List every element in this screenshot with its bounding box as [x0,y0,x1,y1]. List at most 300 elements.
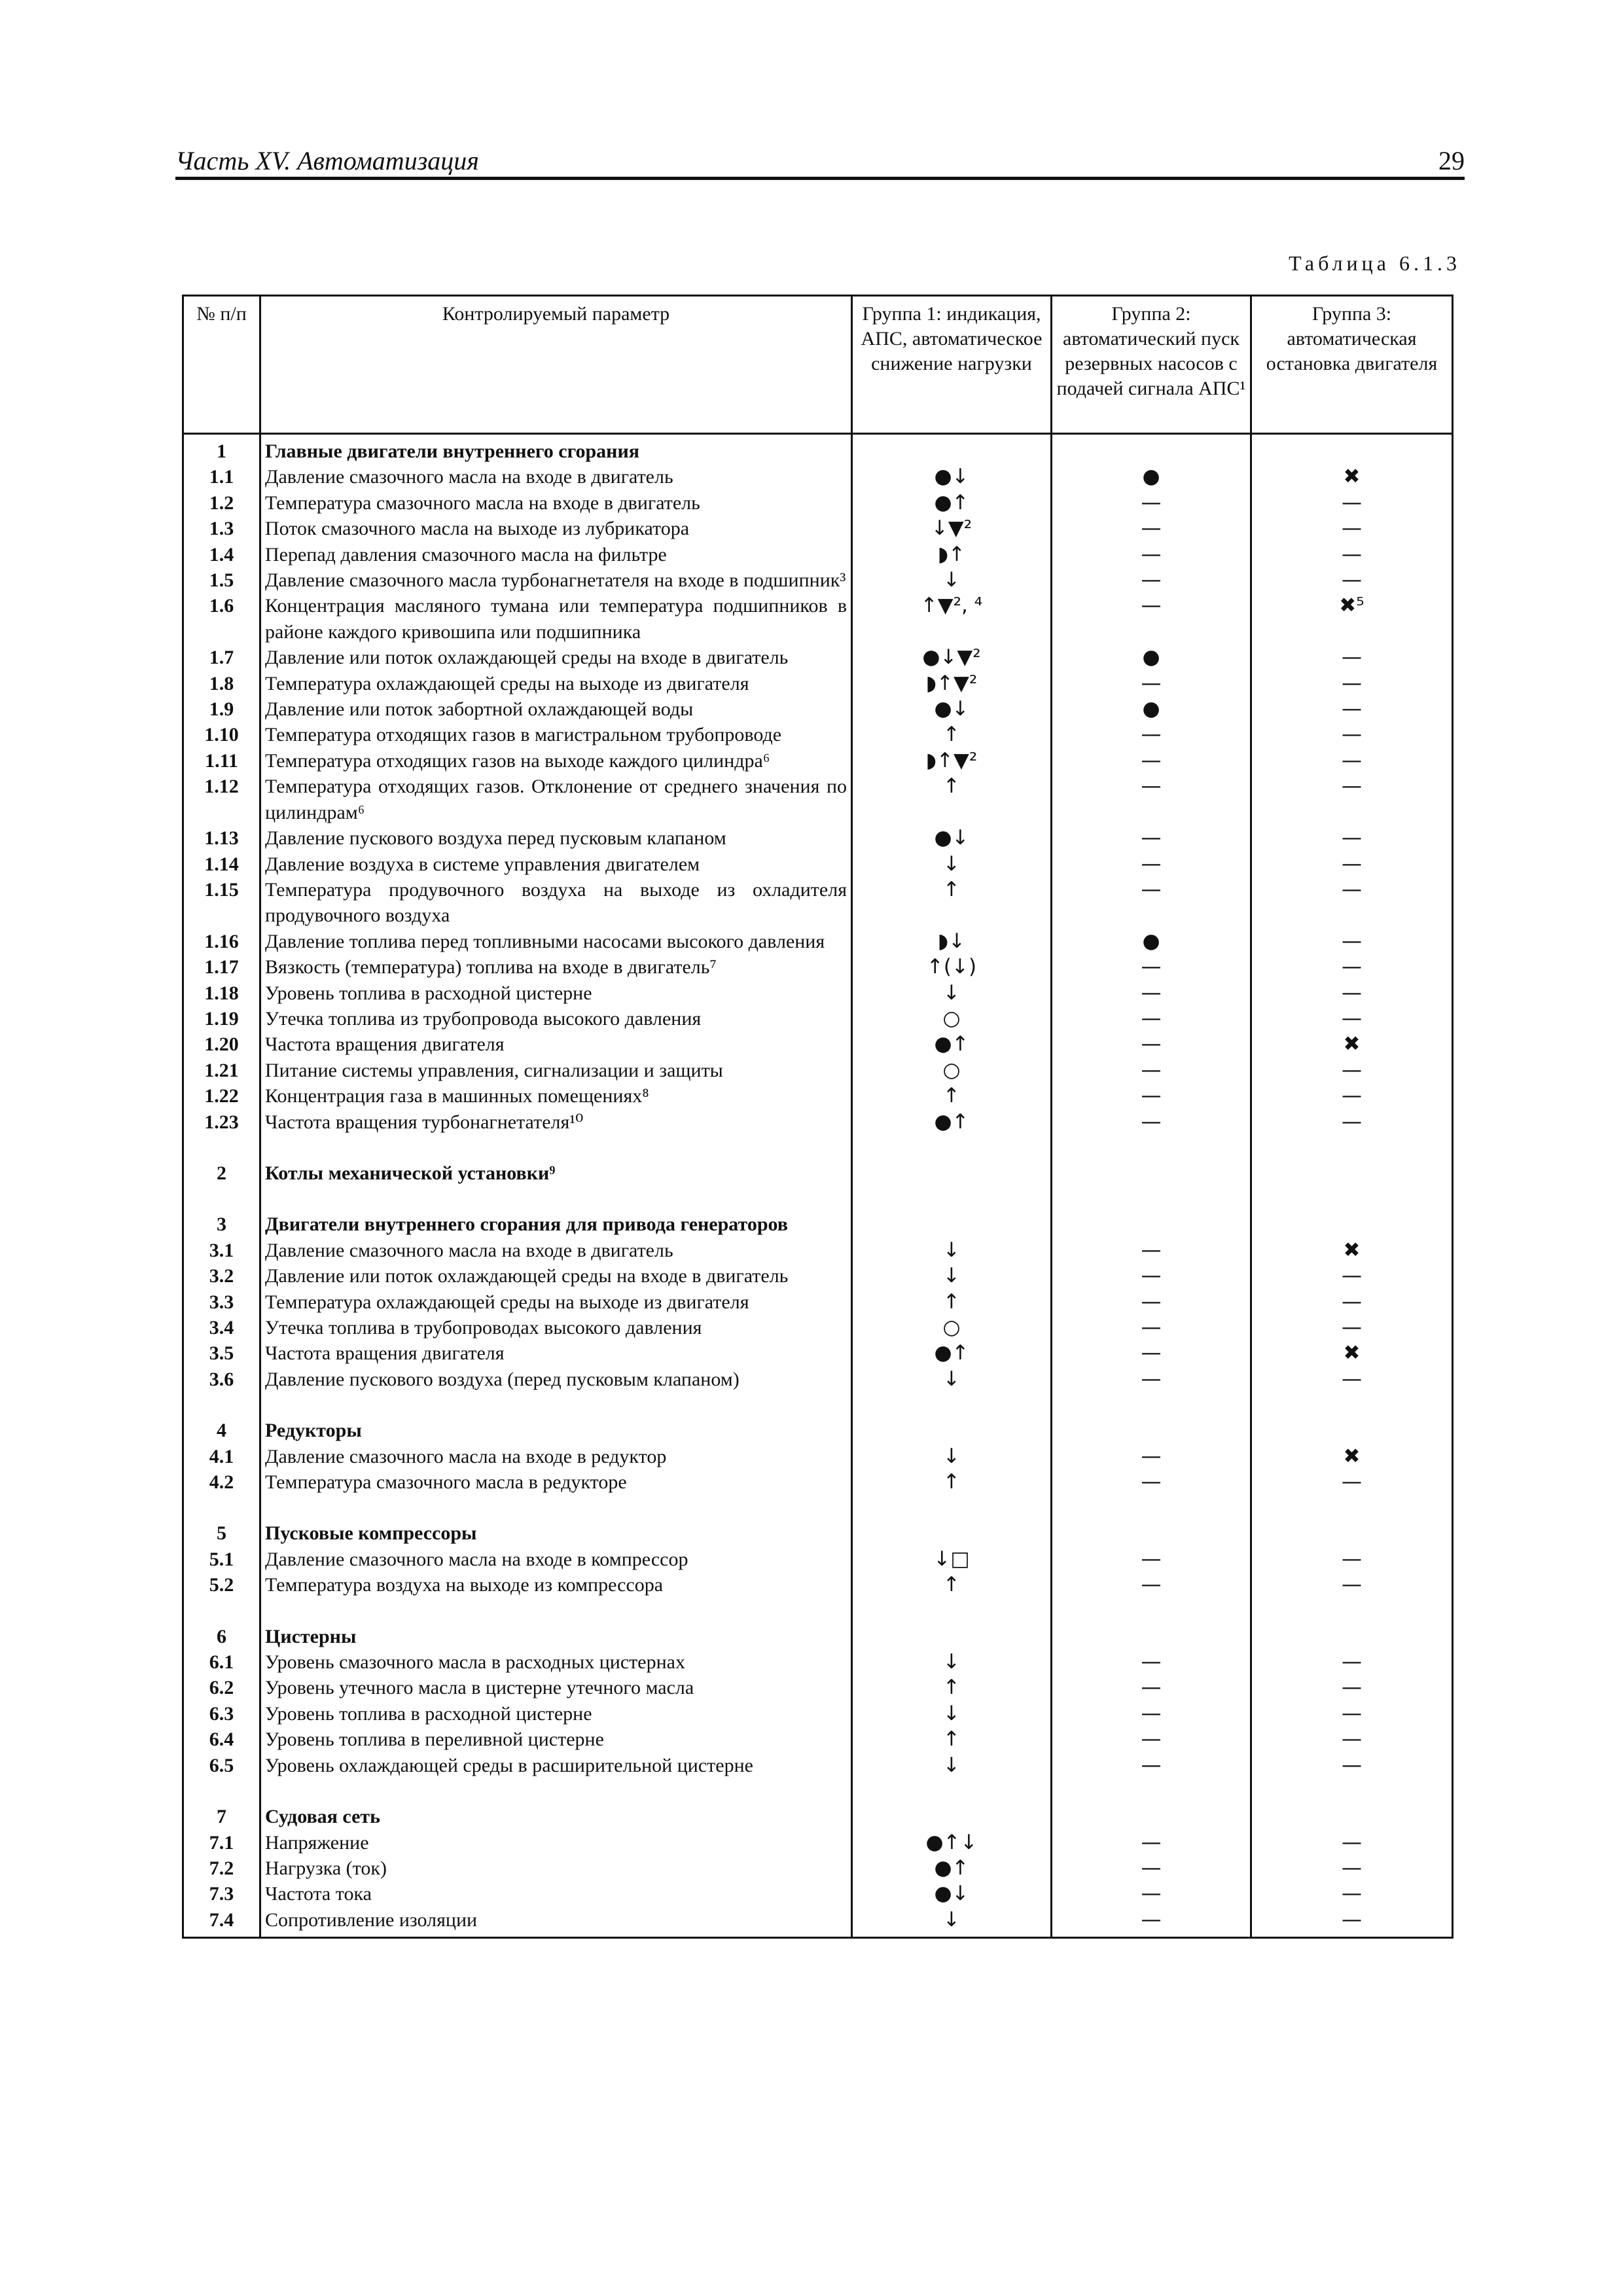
row-number: 6 [183,1624,260,1649]
row-number: 1.14 [183,852,260,877]
row-group1: ↑ [852,1469,1052,1495]
table-row [183,1881,1453,1907]
row-number: 7.3 [183,1881,260,1907]
spacer-cell [260,1186,852,1211]
row-group2: — [1052,1006,1251,1031]
row-group2 [1052,1520,1251,1546]
row-group3: — [1251,954,1453,980]
row-parameter: Двигатели внутреннего сгорания для привода генераторов [260,1211,852,1237]
row-parameter: Поток смазочного масла на выходе из лубрикатора [260,516,852,541]
table-row [183,542,1453,567]
section-row [183,434,1453,465]
row-number: 7.2 [183,1856,260,1881]
row-group1: ↓ [852,1907,1052,1938]
spacer-cell [183,1495,260,1520]
table-row [183,722,1453,747]
row-group1: ↓ [852,1263,1052,1289]
row-number: 6.4 [183,1727,260,1752]
row-group1 [852,1418,1052,1443]
row-parameter: Давление смазочного масла на входе в двигатель [260,464,852,490]
row-group3 [1251,1418,1453,1443]
row-parameter: Утечка топлива в трубопроводах высокого давления [260,1315,852,1340]
section-row [183,1211,1453,1237]
row-group2: — [1052,1444,1251,1469]
row-parameter: Давление смазочного масла на входе в редуктор [260,1444,852,1469]
row-group1: ◗↑ [852,542,1052,567]
row-number: 3.4 [183,1315,260,1340]
row-group1: ↑ [852,1289,1052,1315]
table-row [183,593,1453,645]
row-number: 1.23 [183,1109,260,1135]
row-group3: — [1251,671,1453,696]
page-number: 29 [1438,146,1465,175]
table-row [183,1907,1453,1938]
row-group2: — [1052,1881,1251,1907]
row-group1: ↑ [852,1727,1052,1752]
spacer-cell [1251,1495,1453,1520]
row-group1: ↑ [852,1675,1052,1700]
table-row [183,516,1453,541]
table-row [183,671,1453,696]
row-parameter: Температура смазочного масла в редукторе [260,1469,852,1495]
row-group3: — [1251,1881,1453,1907]
row-group2: — [1052,542,1251,567]
row-group1: ↓▼² [852,516,1052,541]
section-row [183,1520,1453,1546]
row-group3: — [1251,1675,1453,1700]
row-group2: — [1052,1031,1251,1057]
row-group1: ●↓▼² [852,645,1052,670]
row-group1 [852,434,1052,465]
table-row [183,1727,1453,1752]
row-number: 4.1 [183,1444,260,1469]
row-group3 [1251,1520,1453,1546]
row-parameter: Пусковые компрессоры [260,1520,852,1546]
section-row [183,1624,1453,1649]
row-group2: — [1052,1263,1251,1289]
table-row [183,1289,1453,1315]
table-row [183,1572,1453,1598]
row-group2: ● [1052,696,1251,722]
row-group1: ●↑ [852,1856,1052,1881]
spacer-cell [260,1392,852,1418]
row-number: 1.4 [183,542,260,567]
table-row [183,825,1453,851]
table-row [183,1469,1453,1495]
row-group3: — [1251,1469,1453,1495]
row-group1: ↓ [852,980,1052,1006]
row-number: 1.16 [183,929,260,954]
row-group3: — [1251,1572,1453,1598]
row-parameter: Котлы механической установки⁹ [260,1160,852,1186]
table-row [183,1263,1453,1289]
row-group2: — [1052,1572,1251,1598]
row-group1: ●↓ [852,825,1052,851]
row-number: 3.5 [183,1340,260,1366]
table-spacer-row [183,1598,1453,1624]
table-row [183,1083,1453,1109]
row-group2: — [1052,1830,1251,1856]
row-group2: — [1052,1058,1251,1083]
row-number: 6.5 [183,1753,260,1778]
row-group3: ✖ [1251,1031,1453,1057]
row-group2 [1052,1160,1251,1186]
row-group2: — [1052,1675,1251,1700]
row-number: 1.5 [183,567,260,593]
row-parameter: Уровень утечного масла в цистерне утечного масла [260,1675,852,1700]
row-parameter: Утечка топлива из трубопровода высокого давления [260,1006,852,1031]
row-group1: ●↓ [852,464,1052,490]
row-parameter: Питание системы управления, сигнализации и защиты [260,1058,852,1083]
row-group1: ○ [852,1058,1052,1083]
row-group2: — [1052,593,1251,645]
row-parameter: Судовая сеть [260,1804,852,1829]
row-group2: ● [1052,929,1251,954]
row-group1: ↓□ [852,1547,1052,1572]
row-group2: — [1052,1547,1251,1572]
row-group2 [1052,1624,1251,1649]
row-parameter: Нагрузка (ток) [260,1856,852,1881]
row-parameter: Температура отходящих газов в магистральном трубопроводе [260,722,852,747]
row-group2: — [1052,1340,1251,1366]
spacer-cell [1052,1135,1251,1160]
row-number: 1.12 [183,774,260,825]
table-row [183,852,1453,877]
row-parameter: Частота вращения турбонагнетателя¹⁰ [260,1109,852,1135]
table-row [183,696,1453,722]
row-parameter: Температура охлаждающей среды на выходе из двигателя [260,671,852,696]
row-number: 1.17 [183,954,260,980]
spacer-cell [183,1598,260,1624]
row-group3: — [1251,877,1453,929]
row-parameter: Частота тока [260,1881,852,1907]
row-group3: — [1251,567,1453,593]
row-parameter: Температура воздуха на выходе из компрессора [260,1572,852,1598]
table-row [183,954,1453,980]
row-group1: ↑ [852,877,1052,929]
row-parameter: Вязкость (температура) топлива на входе в двигатель⁷ [260,954,852,980]
row-group2: — [1052,774,1251,825]
table-row [183,1238,1453,1263]
row-group3: — [1251,1649,1453,1675]
row-number: 2 [183,1160,260,1186]
row-group2: — [1052,1649,1251,1675]
row-number: 5.2 [183,1572,260,1598]
row-parameter: Давление смазочного масла на входе в двигатель [260,1238,852,1263]
row-number: 4.2 [183,1469,260,1495]
row-parameter: Давление или поток охлаждающей среды на входе в двигатель [260,1263,852,1289]
row-group1 [852,1520,1052,1546]
row-group1: ↓ [852,1649,1052,1675]
row-group2: — [1052,748,1251,774]
row-group3: ✖ [1251,1340,1453,1366]
table-row [183,1675,1453,1700]
table-row [183,1340,1453,1366]
table-spacer-row [183,1186,1453,1211]
row-group3: ✖ [1251,1238,1453,1263]
row-group2: — [1052,1701,1251,1727]
table-row [183,1753,1453,1778]
row-group2: — [1052,1367,1251,1392]
row-number: 7.1 [183,1830,260,1856]
row-group2: — [1052,671,1251,696]
row-group3: — [1251,1058,1453,1083]
row-group3 [1251,1160,1453,1186]
row-group3: — [1251,1547,1453,1572]
spacer-cell [1251,1135,1453,1160]
table-body [183,434,1453,1938]
spacer-cell [183,1778,260,1804]
row-group2: — [1052,567,1251,593]
row-group2: — [1052,825,1251,851]
spacer-cell [852,1135,1052,1160]
row-number: 7 [183,1804,260,1829]
row-group1: ↑(↓) [852,954,1052,980]
table-row [183,1830,1453,1856]
row-number: 1.6 [183,593,260,645]
row-parameter: Температура отходящих газов на выходе каждого цилиндра⁶ [260,748,852,774]
row-parameter: Концентрация масляного тумана или температура подшипников в районе каждого кривошипа или подшипника [260,593,852,645]
row-group2: — [1052,490,1251,516]
row-group2: — [1052,980,1251,1006]
row-number: 1.20 [183,1031,260,1057]
table-row [183,1444,1453,1469]
row-number: 7.4 [183,1907,260,1938]
row-group2: — [1052,1315,1251,1340]
row-group3: — [1251,1727,1453,1752]
row-group3: ✖⁵ [1251,593,1453,645]
row-group1: ↑ [852,774,1052,825]
spacer-cell [183,1186,260,1211]
row-parameter: Сопротивление изоляции [260,1907,852,1938]
row-group2: — [1052,1856,1251,1881]
row-group3: — [1251,1315,1453,1340]
row-group3 [1251,1624,1453,1649]
row-group1: ●↑ [852,1340,1052,1366]
row-group3: — [1251,852,1453,877]
page-header [175,145,1465,178]
spacer-cell [1052,1186,1251,1211]
row-group1: ●↑ [852,1031,1052,1057]
col-header-group3: Группа 3: автоматическая остановка двигателя [1251,296,1453,434]
spacer-cell [852,1186,1052,1211]
table-caption: Таблица 6.1.3 [1289,251,1461,275]
table-row [183,464,1453,490]
row-group2: — [1052,852,1251,877]
row-parameter: Частота вращения двигателя [260,1340,852,1366]
row-group3: — [1251,774,1453,825]
table-row [183,567,1453,593]
row-group3: — [1251,722,1453,747]
col-header-group1: Группа 1: индикация, АПС, автоматическое снижение нагрузки [852,296,1052,434]
row-group3 [1251,1804,1453,1829]
row-parameter: Давление смазочного масла на входе в компрессор [260,1547,852,1572]
row-number: 1.11 [183,748,260,774]
spacer-cell [1052,1495,1251,1520]
row-parameter: Температура продувочного воздуха на выходе из охладителя продувочного воздуха [260,877,852,929]
header-rule [175,177,1465,180]
table-row [183,929,1453,954]
table-row [183,1109,1453,1135]
row-parameter: Концентрация газа в машинных помещениях⁸ [260,1083,852,1109]
table-spacer-row [183,1495,1453,1520]
row-number: 4 [183,1418,260,1443]
row-group1: ↓ [852,1444,1052,1469]
row-group2: — [1052,1907,1251,1938]
row-number: 6.2 [183,1675,260,1700]
row-group3: — [1251,929,1453,954]
table-spacer-row [183,1778,1453,1804]
row-group1 [852,1624,1052,1649]
row-group3: — [1251,1367,1453,1392]
row-group1: ↓ [852,1753,1052,1778]
row-number: 1.21 [183,1058,260,1083]
spacer-cell [1251,1598,1453,1624]
row-group3: — [1251,696,1453,722]
row-number: 3.1 [183,1238,260,1263]
spacer-cell [1251,1778,1453,1804]
spacer-cell [1052,1778,1251,1804]
row-parameter: Главные двигатели внутреннего сгорания [260,434,852,465]
row-number: 1.2 [183,490,260,516]
row-group1: ↑ [852,1572,1052,1598]
row-parameter: Уровень смазочного масла в расходных цистернах [260,1649,852,1675]
row-number: 5.1 [183,1547,260,1572]
table-row [183,490,1453,516]
row-group1: ○ [852,1006,1052,1031]
table-row [183,877,1453,929]
row-parameter: Перепад давления смазочного масла на фильтре [260,542,852,567]
row-group2: — [1052,516,1251,541]
spacer-cell [852,1392,1052,1418]
table-spacer-row [183,1135,1453,1160]
table-row [183,645,1453,670]
row-group2: — [1052,722,1251,747]
row-number: 1.13 [183,825,260,851]
row-number: 5 [183,1520,260,1546]
row-group3 [1251,434,1453,465]
table-row [183,1315,1453,1340]
row-number: 1.22 [183,1083,260,1109]
table-row [183,1058,1453,1083]
row-group3: — [1251,490,1453,516]
spacer-cell [260,1778,852,1804]
row-group1: ↓ [852,1238,1052,1263]
row-parameter: Давление пускового воздуха (перед пусковым клапаном) [260,1367,852,1392]
row-group3: — [1251,748,1453,774]
row-group1: ●↑ [852,1109,1052,1135]
row-number: 1.19 [183,1006,260,1031]
row-group2: — [1052,1238,1251,1263]
parameters-table [182,295,1454,1939]
row-parameter: Температура смазочного масла на входе в двигатель [260,490,852,516]
row-number: 1.18 [183,980,260,1006]
row-group2: ● [1052,464,1251,490]
spacer-cell [183,1392,260,1418]
row-number: 1.10 [183,722,260,747]
col-header-num: № п/п [183,296,260,434]
row-number: 3 [183,1211,260,1237]
row-number: 1.7 [183,645,260,670]
row-group3: — [1251,825,1453,851]
row-number: 1.3 [183,516,260,541]
row-group2: — [1052,1289,1251,1315]
row-group3: ✖ [1251,464,1453,490]
row-group1: ○ [852,1315,1052,1340]
row-group2: — [1052,1109,1251,1135]
row-group2: — [1052,1083,1251,1109]
row-group1: ↓ [852,567,1052,593]
spacer-cell [183,1135,260,1160]
row-parameter: Напряжение [260,1830,852,1856]
row-group3: — [1251,645,1453,670]
row-group3: — [1251,1701,1453,1727]
table-header-row [183,296,1453,434]
row-parameter: Цистерны [260,1624,852,1649]
row-group1 [852,1160,1052,1186]
row-group3: — [1251,1083,1453,1109]
row-number: 1.9 [183,696,260,722]
row-group2: ● [1052,645,1251,670]
row-number: 1 [183,434,260,465]
table-row [183,774,1453,825]
row-group2: — [1052,1469,1251,1495]
row-group3: — [1251,1856,1453,1881]
row-parameter: Редукторы [260,1418,852,1443]
spacer-cell [852,1495,1052,1520]
table-row [183,1547,1453,1572]
row-number: 3.3 [183,1289,260,1315]
row-group2 [1052,1418,1251,1443]
row-number: 6.1 [183,1649,260,1675]
table-row [183,748,1453,774]
row-parameter: Частота вращения двигателя [260,1031,852,1057]
table-row [183,980,1453,1006]
row-parameter: Уровень топлива в переливной цистерне [260,1727,852,1752]
row-parameter: Давление топлива перед топливными насосами высокого давления [260,929,852,954]
row-number: 6.3 [183,1701,260,1727]
table-row [183,1856,1453,1881]
row-group3: — [1251,1109,1453,1135]
row-group2: — [1052,1753,1251,1778]
row-group1: ●↓ [852,1881,1052,1907]
row-group1: ↑ [852,1083,1052,1109]
row-group1: ◗↓ [852,929,1052,954]
spacer-cell [852,1598,1052,1624]
row-group1: ↓ [852,1701,1052,1727]
row-group1: ↑▼², ⁴ [852,593,1052,645]
row-parameter: Давление или поток охлаждающей среды на входе в двигатель [260,645,852,670]
spacer-cell [260,1135,852,1160]
row-group3: — [1251,1263,1453,1289]
spacer-cell [1251,1392,1453,1418]
row-parameter: Давление или поток забортной охлаждающей воды [260,696,852,722]
table-row [183,1701,1453,1727]
row-number: 1.15 [183,877,260,929]
row-group1 [852,1211,1052,1237]
row-parameter: Уровень топлива в расходной цистерне [260,1701,852,1727]
row-group2: — [1052,954,1251,980]
spacer-cell [260,1495,852,1520]
row-group1: ↑ [852,722,1052,747]
row-group3: — [1251,1006,1453,1031]
row-group2 [1052,1211,1251,1237]
header-title: Часть XV. Автоматизация [175,146,479,175]
row-number: 3.6 [183,1367,260,1392]
row-group3: — [1251,516,1453,541]
row-group3 [1251,1211,1453,1237]
row-group3: ✖ [1251,1444,1453,1469]
